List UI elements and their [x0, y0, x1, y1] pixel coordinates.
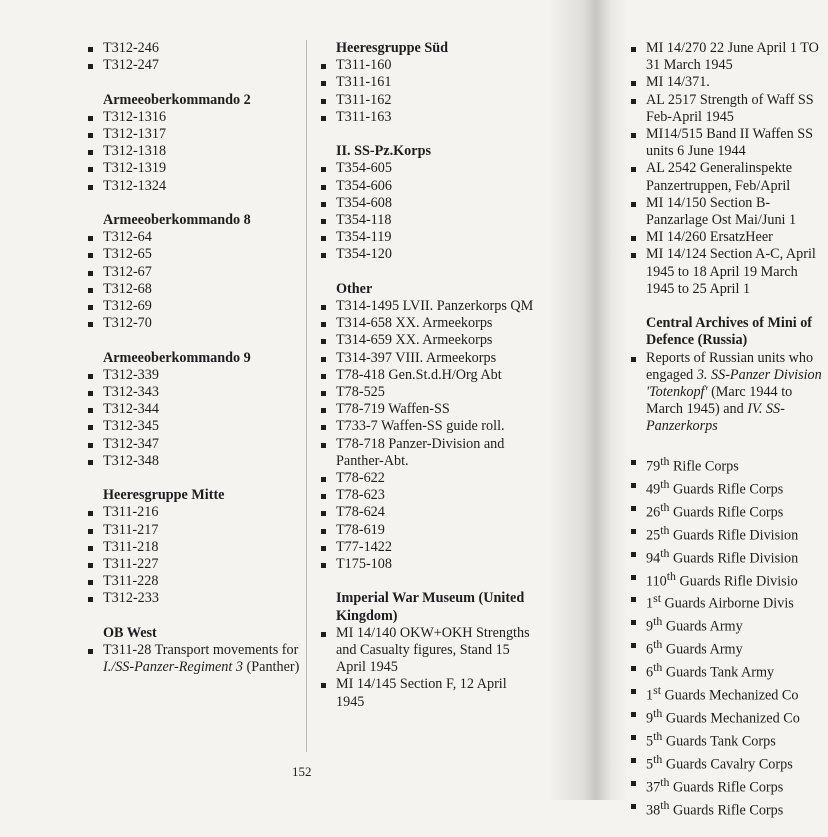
list-item: T311-160: [318, 57, 538, 74]
list-item: 1st Guards Airborne Divis: [628, 590, 828, 613]
archive-section: [318, 281, 538, 573]
list-item: T312-247: [85, 57, 300, 74]
list-item: MI 14/371.: [628, 74, 828, 91]
page-number: 152: [292, 764, 312, 779]
archive-list: [318, 625, 538, 711]
list-item: 110th Guards Rifle Divisio: [628, 568, 828, 591]
list-item: T78-622: [318, 470, 538, 487]
list-item: T311-216: [85, 504, 300, 521]
list-item: 26th Guards Rifle Corps: [628, 499, 828, 522]
archive-section: [85, 212, 300, 332]
archive-section: [85, 625, 300, 677]
list-item: T314-659 XX. Armeekorps: [318, 332, 538, 349]
list-item: Reports of Russian units who engaged 3. SS-Panzer Division 'Totenkopf' (Marc 1944 to March 1945) and IV. SS-Panzerkorps: [628, 350, 828, 436]
list-item: T312-68: [85, 281, 300, 298]
list-item: T78-619: [318, 522, 538, 539]
section-heading: Heeresgruppe Süd: [336, 40, 449, 56]
list-item: T78-718 Panzer-Division and Panther-Abt.: [318, 436, 538, 470]
list-item: 5th Guards Cavalry Corps: [628, 751, 828, 774]
list-item: T354-119: [318, 229, 538, 246]
list-item: T312-1318: [85, 143, 300, 160]
list-item: T354-608: [318, 195, 538, 212]
archive-section: [628, 453, 828, 820]
archive-section: [318, 143, 538, 263]
list-item: T312-69: [85, 298, 300, 315]
list-item: T312-246: [85, 40, 300, 57]
list-item: T354-606: [318, 178, 538, 195]
column-divider: [306, 40, 307, 752]
list-item: T312-339: [85, 367, 300, 384]
list-item: T311-218: [85, 539, 300, 556]
section-heading: OB West: [103, 624, 157, 641]
list-item: T311-162: [318, 92, 538, 109]
list-item: AL 2517 Strength of Waff SS Feb-April 1945: [628, 92, 828, 126]
section-heading: II. SS-Pz.Korps: [336, 143, 431, 160]
list-item: MI14/515 Band II Waffen SS units 6 June 1944: [628, 126, 828, 160]
list-item: T78-624: [318, 504, 538, 521]
archive-list: [318, 298, 538, 573]
list-item: 1st Guards Mechanized Co: [628, 682, 828, 705]
list-item: T311-217: [85, 522, 300, 539]
archive-list: [628, 40, 828, 298]
list-item: T312-233: [85, 590, 300, 607]
column-middle: [318, 40, 538, 728]
column-right: [628, 40, 828, 837]
list-item: T175-108: [318, 556, 538, 573]
section-heading: Imperial War Museum (United Kingdom): [336, 590, 525, 624]
archive-list: [85, 642, 300, 676]
archive-list: [628, 350, 828, 436]
list-item: T312-1324: [85, 178, 300, 195]
archive-list: [85, 229, 300, 332]
archive-list: [85, 504, 300, 607]
list-item: 6th Guards Army: [628, 636, 828, 659]
list-item: T77-1422: [318, 539, 538, 556]
section-heading: Armeeoberkommando 2: [103, 91, 251, 108]
list-item: T354-605: [318, 160, 538, 177]
list-item: T312-1319: [85, 160, 300, 177]
archive-section: [628, 40, 828, 298]
list-item: T78-418 Gen.St.d.H/Org Abt: [318, 367, 538, 384]
list-item: T312-344: [85, 401, 300, 418]
list-item: T312-1316: [85, 109, 300, 126]
list-item: T312-343: [85, 384, 300, 401]
list-item: T78-623: [318, 487, 538, 504]
archive-section: [318, 40, 538, 126]
list-item: MI 14/140 OKW+OKH Strengths and Casualty figures, Stand 15 April 1945: [318, 625, 538, 677]
archive-section: [85, 350, 300, 470]
list-item: MI 14/124 Section A-C, April 1945 to 18 April 19 March 1945 to 25 April 1: [628, 246, 828, 298]
archive-section: [85, 487, 300, 607]
list-item: 94th Guards Rifle Division: [628, 545, 828, 568]
list-item: T312-1317: [85, 126, 300, 143]
section-heading: Other: [336, 280, 373, 297]
list-item: 9th Guards Army: [628, 613, 828, 636]
section-heading: Armeeoberkommando 9: [103, 349, 251, 366]
list-item: 79th Rifle Corps: [628, 453, 828, 476]
section-heading: Central Archives of Mini of Defence (Russia): [646, 315, 813, 349]
list-item: 49th Guards Rifle Corps: [628, 476, 828, 499]
archive-section: [628, 315, 828, 435]
archive-list: [85, 109, 300, 195]
list-item: MI 14/260 ErsatzHeer: [628, 229, 828, 246]
archive-section: [85, 92, 300, 195]
list-item: T78-719 Waffen-SS: [318, 401, 538, 418]
list-item: T78-525: [318, 384, 538, 401]
list-item: T312-348: [85, 453, 300, 470]
archive-list: [628, 453, 828, 820]
archive-list: [85, 40, 300, 74]
list-item: MI 14/150 Section B-Panzarlage Ost Mai/Juni 1: [628, 195, 828, 229]
list-item: T311-228: [85, 573, 300, 590]
list-item: 25th Guards Rifle Division: [628, 522, 828, 545]
section-heading: Armeeoberkommando 8: [103, 212, 251, 228]
list-item: T312-347: [85, 436, 300, 453]
list-item: T314-1495 LVII. Panzerkorps QM: [318, 298, 538, 315]
list-item: T311-28 Transport movements for I./SS-Panzer-Regiment 3 (Panther): [85, 642, 300, 676]
list-item: 5th Guards Tank Corps: [628, 728, 828, 751]
list-item: T312-64: [85, 229, 300, 246]
list-item: AL 2542 Generalinspekte Panzertruppen, Feb/April: [628, 160, 828, 194]
list-item: T733-7 Waffen-SS guide roll.: [318, 418, 538, 435]
list-item: T354-120: [318, 246, 538, 263]
archive-list: [85, 367, 300, 470]
list-item: T312-65: [85, 246, 300, 263]
book-gutter-shadow: [548, 0, 628, 800]
archive-section: [85, 40, 300, 74]
list-item: 37th Guards Rifle Corps: [628, 774, 828, 797]
list-item: 6th Guards Tank Army: [628, 659, 828, 682]
list-item: T311-163: [318, 109, 538, 126]
list-item: T354-118: [318, 212, 538, 229]
list-item: T312-67: [85, 264, 300, 281]
column-left: [85, 40, 300, 694]
archive-list: [318, 160, 538, 263]
list-item: T312-70: [85, 315, 300, 332]
list-item: 9th Guards Mechanized Co: [628, 705, 828, 728]
list-item: T311-227: [85, 556, 300, 573]
list-item: T312-345: [85, 418, 300, 435]
list-item: T314-658 XX. Armeekorps: [318, 315, 538, 332]
list-item: T314-397 VIII. Armeekorps: [318, 350, 538, 367]
list-item: MI 14/145 Section F, 12 April 1945: [318, 676, 538, 710]
section-heading: Heeresgruppe Mitte: [103, 487, 225, 504]
archive-list: [318, 57, 538, 126]
archive-section: [318, 590, 538, 710]
list-item: 38th Guards Rifle Corps: [628, 797, 828, 820]
list-item: MI 14/270 22 June April 1 TO 31 March 1945: [628, 40, 828, 74]
list-item: T311-161: [318, 74, 538, 91]
